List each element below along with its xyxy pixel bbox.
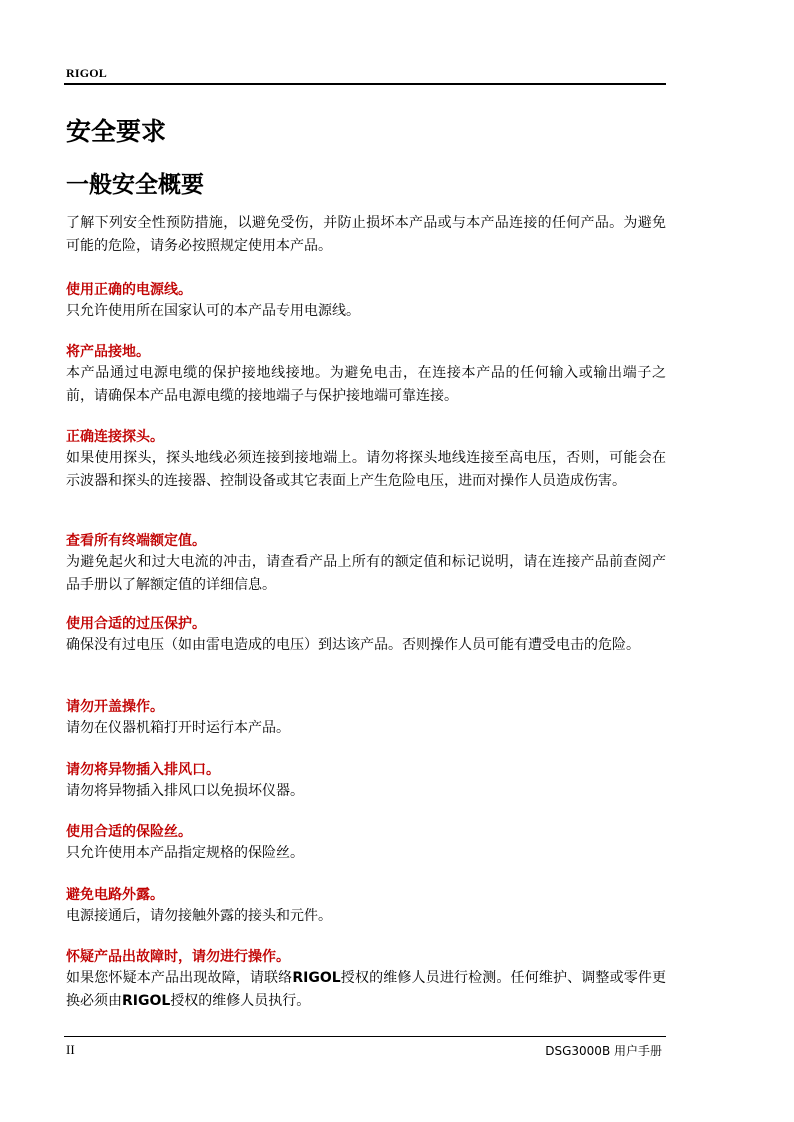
safety-item-title: 怀疑产品出故障时，请勿进行操作。 xyxy=(66,949,290,965)
intro-paragraph: 了解下列安全性预防措施，以避免受伤，并防止损坏本产品或与本产品连接的任何产品。为避免可能的危险，请务必按照规定使用本产品。 xyxy=(66,215,666,254)
safety-item-grounding xyxy=(66,342,666,408)
safety-item-fuse xyxy=(66,822,666,865)
safety-item-body: 确保没有过电压（如由雷电造成的电压）到达该产品。否则操作人员可能有遭受电击的危险。 xyxy=(66,637,640,653)
safety-item-title: 请勿将异物插入排风口。 xyxy=(66,762,220,778)
safety-item-vents xyxy=(66,760,666,803)
safety-item-title: 请勿开盖操作。 xyxy=(66,699,164,715)
safety-item-cover xyxy=(66,697,666,740)
page-title: 安全要求 xyxy=(66,117,167,146)
safety-item-body: 请勿在仪器机箱打开时运行本产品。 xyxy=(66,720,290,736)
brand-name: RIGOL xyxy=(122,993,171,1009)
safety-item-title: 查看所有终端额定值。 xyxy=(66,533,206,549)
safety-item-ratings xyxy=(66,531,666,597)
safety-item-probe xyxy=(66,427,666,493)
safety-item-power-cord xyxy=(66,280,666,323)
safety-item-overvoltage xyxy=(66,614,666,657)
safety-item-title: 使用合适的保险丝。 xyxy=(66,824,192,840)
safety-item-body: 请勿将异物插入排风口以免损坏仪器。 xyxy=(66,783,304,799)
page-number: II xyxy=(66,1042,75,1057)
body-text: 如果您怀疑本产品出现故障，请联络 xyxy=(66,970,293,986)
safety-item-body: 电源接通后，请勿接触外露的接头和元件。 xyxy=(66,908,332,924)
body-text: 授权的维修人员进行检测。任何维护、调整或零件更换必须由 xyxy=(66,970,667,1009)
safety-item-body xyxy=(66,967,666,1013)
safety-item-suspected-failure xyxy=(66,947,666,1013)
brand-name: RIGOL xyxy=(292,970,341,986)
safety-item-body: 只允许使用本产品指定规格的保险丝。 xyxy=(66,845,304,861)
header-rule xyxy=(64,83,666,85)
safety-item-title: 使用正确的电源线。 xyxy=(66,282,192,298)
safety-item-title: 将产品接地。 xyxy=(66,344,150,360)
manual-name: DSG3000B 用户手册 xyxy=(545,1044,662,1058)
safety-item-title: 使用合适的过压保护。 xyxy=(66,616,206,632)
safety-item-body: 如果使用探头，探头地线必须连接到接地端上。请勿将探头地线连接至高电压，否则，可能会在示波器和探头的连接器、控制设备或其它表面上产生危险电压，进而对操作人员造成伤害。 xyxy=(66,450,666,489)
footer-rule xyxy=(64,1036,666,1037)
safety-item-exposed-circuit xyxy=(66,885,666,928)
body-text: 授权的维修人员执行。 xyxy=(170,993,311,1009)
safety-item-body: 本产品通过电源电缆的保护接地线接地。为避免电击，在连接本产品的任何输入或输出端子之前，请确保本产品电源电缆的接地端子与保护接地端可靠连接。 xyxy=(66,365,666,404)
safety-item-body: 为避免起火和过大电流的冲击，请查看产品上所有的额定值和标记说明，请在连接产品前查阅产品手册以了解额定值的详细信息。 xyxy=(66,554,666,593)
safety-item-body: 只允许使用所在国家认可的本产品专用电源线。 xyxy=(66,303,360,319)
header-brand: RIGOL xyxy=(66,66,108,80)
safety-item-title: 正确连接探头。 xyxy=(66,429,164,445)
safety-item-title: 避免电路外露。 xyxy=(66,887,164,903)
section-heading: 一般安全概要 xyxy=(66,172,204,198)
